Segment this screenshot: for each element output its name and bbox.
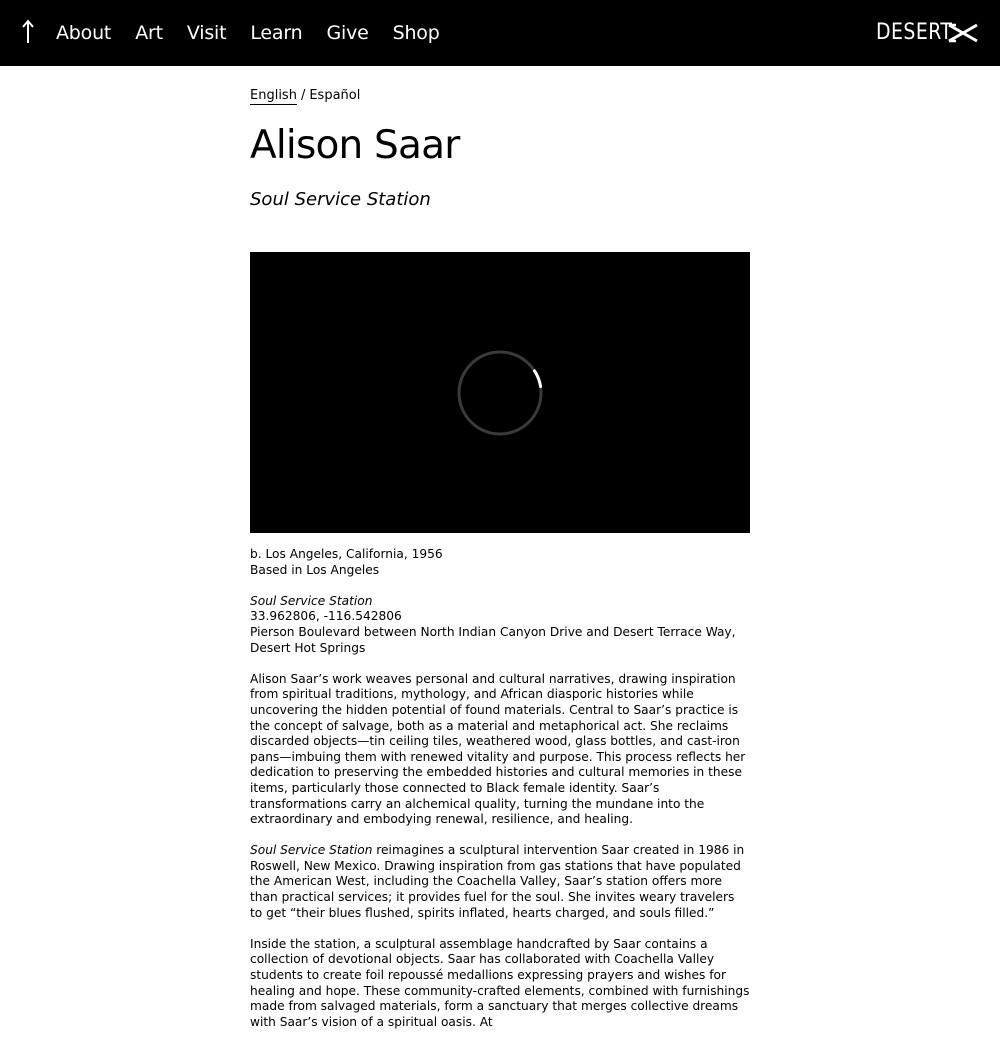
nav-visit[interactable]: Visit	[186, 22, 227, 44]
logo-wordmark: DESERT	[876, 20, 953, 45]
language-english-link[interactable]: English	[250, 88, 297, 103]
work-title: Soul Service Station	[250, 189, 431, 210]
loading-spinner-icon	[456, 349, 544, 437]
nav-shop[interactable]: Shop	[392, 22, 440, 44]
language-switcher	[250, 86, 750, 106]
top-navigation-bar	[0, 0, 1000, 66]
artist-bio	[250, 547, 750, 578]
nav-give[interactable]: Give	[326, 22, 369, 44]
nav-art[interactable]: Art	[135, 22, 163, 44]
location-work-title: Soul Service Station	[250, 593, 373, 608]
artwork-location	[250, 594, 750, 656]
location-address: Pierson Boulevard between North Indian Canyon Drive and Desert Terrace Way, Desert Hot Springs	[250, 624, 736, 655]
video-player[interactable]	[250, 252, 750, 533]
location-coordinates: 33.962806, -116.542806	[250, 609, 402, 624]
artist-name: Alison Saar	[250, 123, 460, 168]
main-nav	[56, 0, 464, 66]
description-work-title: Soul Service Station	[250, 843, 373, 858]
language-separator: /	[300, 88, 306, 103]
description-paragraph-2-text: reimagines a sculptural intervention Saar created in 1986 in Roswell, New Mexico. Drawing inspiration from gas stations that have populated the American West, including the Coachella Valley, Saar’s station offers more than practical services; it provides fuel for the soul. She invites weary travelers to get “their blues flushed, spirits inflated, hearts charged, and souls filled.”	[250, 843, 745, 920]
artist-birth: b. Los Angeles, California, 1956	[250, 547, 443, 561]
description-paragraph-1: Alison Saar’s work weaves personal and cultural narratives, drawing inspiration from spiritual traditions, mythology, and African diasporic histories while uncovering the hidden potential of found materials. Central to Saar’s practice is the concept of salvage, both as a material and metaphorical act. She reclaims discarded objects—tin ceiling tiles, weathered wood, glass bottles, and cast-iron pans—imbuing them with renewed vitality and purpose. This process reflects her dedication to preserving the embedded histories and cultural memories in these items, particularly those connected to Black female identity. Saar’s transformations carry an alchemical quality, turning the mundane into the extraordinary and embodying renewal, resilience, and healing.	[250, 671, 746, 827]
back-to-top-button[interactable]	[18, 18, 38, 46]
description-paragraph-2	[250, 843, 750, 921]
artist-base: Based in Los Angeles	[250, 562, 380, 577]
description-paragraph-3: Inside the station, a sculptural assemblage handcrafted by Saar contains a collection of devotional objects. Saar has collaborated with Coachella Valley students to create foil repoussé medallions expressing prayers and wishes for healing and hope. These community-crafted elements, combined with furnishings made from salvaged materials, form a sanctuary that merges collective dreams with Saar’s vision of a spiritual oasis. At	[250, 936, 750, 1029]
desert-x-logo[interactable]	[876, 20, 978, 46]
artwork-info	[250, 547, 750, 1046]
nav-learn[interactable]: Learn	[250, 22, 303, 44]
up-arrow-icon	[21, 19, 35, 45]
language-spanish-link[interactable]: Español	[309, 88, 361, 103]
artist-header	[250, 86, 750, 212]
nav-about[interactable]: About	[56, 22, 112, 44]
